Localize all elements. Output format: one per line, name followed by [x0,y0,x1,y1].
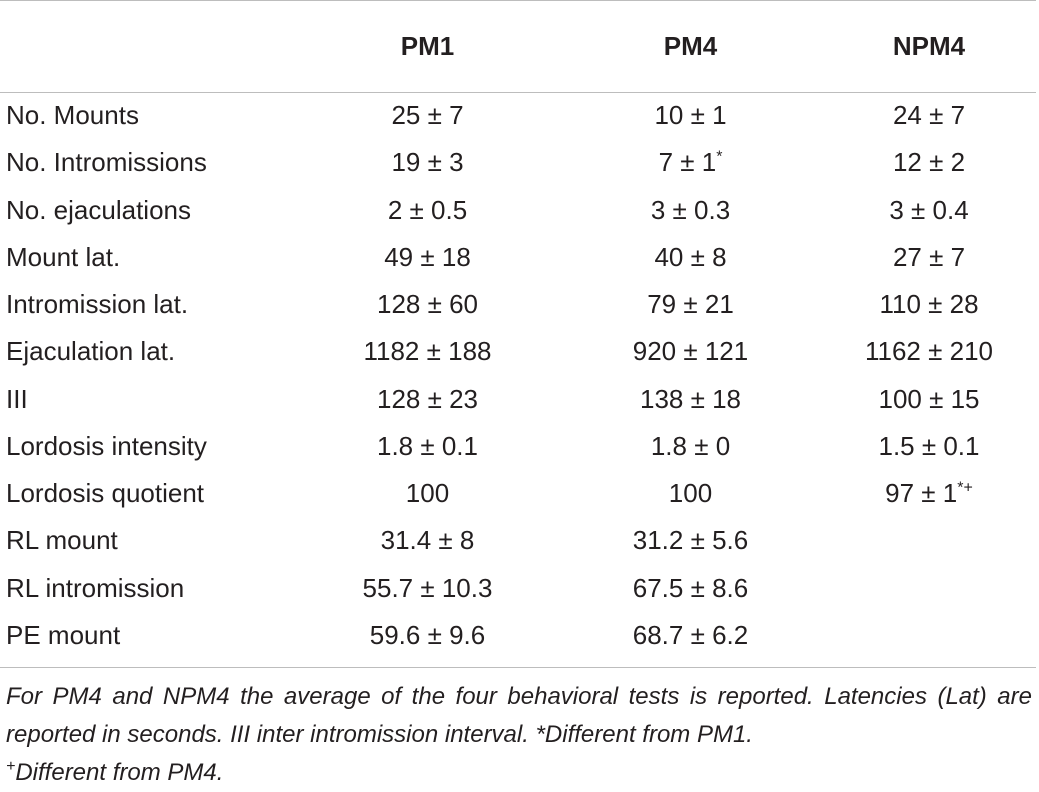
cell-npm4 [822,470,1036,517]
cell-pm4 [559,423,822,470]
cell-pm1-value: 59.6 ± 9.6 [369,619,486,650]
cell-pm4 [559,281,822,328]
cell-npm4 [822,234,1036,281]
cell-pm1 [296,328,559,375]
cell-pm1 [296,423,559,470]
cell-pm1-value: 128 ± 23 [376,383,479,414]
table-row [0,139,1036,186]
table-row [0,565,1036,612]
row-label: III [6,383,28,414]
row-label: Ejaculation lat. [6,336,176,367]
cell-pm4 [559,517,822,564]
header-npm4: NPM4 [892,30,966,61]
cell-npm4-value: 1.5 ± 0.1 [878,430,980,461]
cell-pm1 [296,376,559,423]
cell-npm4 [822,612,1036,659]
cell-pm4-value: 10 ± 1 [654,100,727,131]
cell-pm1-value: 31.4 ± 8 [380,525,475,556]
cell-pm1 [296,187,559,234]
table-body [0,92,1036,659]
cell-pm1 [296,612,559,659]
cell-pm1-value: 1182 ± 188 [363,336,492,367]
header-row [0,0,1036,92]
cell-pm4 [559,565,822,612]
cell-npm4-value: 3 ± 0.4 [889,194,969,225]
cell-pm1-value: 1.8 ± 0.1 [376,430,478,461]
table-row [0,187,1036,234]
cell-npm4 [822,423,1036,470]
cell-npm4-value: 12 ± 2 [892,147,966,178]
cell-pm4-value: 31.2 ± 5.6 [632,525,749,556]
cell-pm1-value: 100 [405,478,450,509]
cell-pm1-value: 128 ± 60 [376,289,479,320]
cell-pm4-value: 3 ± 0.3 [650,194,731,225]
footnote-plus-mark: + [6,758,16,775]
table-footnote [6,678,1032,792]
cell-npm4 [822,281,1036,328]
cell-npm4 [822,328,1036,375]
cell-pm4 [559,187,822,234]
cell-npm4-value: 100 ± 15 [878,383,980,414]
table-row [0,612,1036,659]
cell-pm1 [296,517,559,564]
header-pm1: PM1 [400,30,455,61]
cell-pm4 [559,328,822,375]
cell-pm4 [559,470,822,517]
table-row [0,92,1036,139]
row-label: Mount lat. [6,241,121,272]
cell-npm4 [822,517,1036,564]
cell-npm4-value: 1162 ± 210 [864,336,993,367]
table-row [0,328,1036,375]
cell-pm4 [559,376,822,423]
row-label: RL intromission [6,572,185,603]
header-pm4: PM4 [663,30,718,61]
row-label: PE mount [6,619,121,650]
cell-pm4 [559,92,822,139]
row-label: Intromission lat. [6,289,189,320]
footnote-text-2: Different from PM4. [15,759,224,786]
cell-pm4-value: 100 [668,478,713,509]
cell-pm4-value: 40 ± 8 [654,241,727,272]
table-bottom-rule [0,667,1036,668]
table-header [0,0,1036,92]
cell-npm4 [822,139,1036,186]
row-label: No. ejaculations [6,194,191,225]
footnote-text: For PM4 and NPM4 the average of the four behavioral tests is reported. Latencies (Lat) are reported in seconds. III inter intromission interval. *Different from PM1. [6,683,1032,748]
cell-npm4-value: 110 ± 28 [879,289,979,320]
row-label: Lordosis quotient [6,478,205,509]
cell-npm4 [822,187,1036,234]
cell-pm1-value: 25 ± 7 [391,100,464,131]
cell-pm1 [296,470,559,517]
cell-pm1 [296,565,559,612]
header-blank [0,0,296,92]
cell-pm1-value: 49 ± 18 [384,241,471,272]
table-row [0,470,1036,517]
cell-pm4 [559,612,822,659]
cell-npm4 [822,376,1036,423]
cell-pm4-value: 1.8 ± 0 [650,430,731,461]
cell-pm1 [296,234,559,281]
cell-pm4 [559,234,822,281]
cell-pm1 [296,139,559,186]
cell-pm4-mark: * [716,148,723,166]
cell-pm4-value: 68.7 ± 6.2 [632,619,749,650]
table-row [0,376,1036,423]
cell-pm4-value: 7 ± 1 [658,147,717,178]
cell-pm1-value: 55.7 ± 10.3 [362,572,493,603]
cell-npm4-value: 24 ± 7 [892,100,966,131]
cell-pm1 [296,281,559,328]
row-label: Lordosis intensity [6,430,207,461]
cell-npm4 [822,92,1036,139]
table-row [0,234,1036,281]
cell-npm4-value: 97 ± 1 [885,478,958,509]
cell-pm4 [559,139,822,186]
cell-npm4-value: 27 ± 7 [892,241,966,272]
cell-pm4-value: 138 ± 18 [639,383,742,414]
cell-pm1 [296,92,559,139]
table-row [0,517,1036,564]
table-row [0,281,1036,328]
cell-pm4-value: 67.5 ± 8.6 [632,572,749,603]
cell-pm4-value: 79 ± 21 [647,289,734,320]
cell-pm1-value: 2 ± 0.5 [387,194,468,225]
table-row [0,423,1036,470]
cell-npm4 [822,565,1036,612]
row-label: No. Intromissions [6,147,207,178]
row-label: RL mount [6,525,118,556]
cell-pm1-value: 19 ± 3 [391,147,464,178]
cell-npm4-mark: *+ [957,479,973,497]
row-label: No. Mounts [6,100,139,131]
cell-pm4-value: 920 ± 121 [632,336,749,367]
